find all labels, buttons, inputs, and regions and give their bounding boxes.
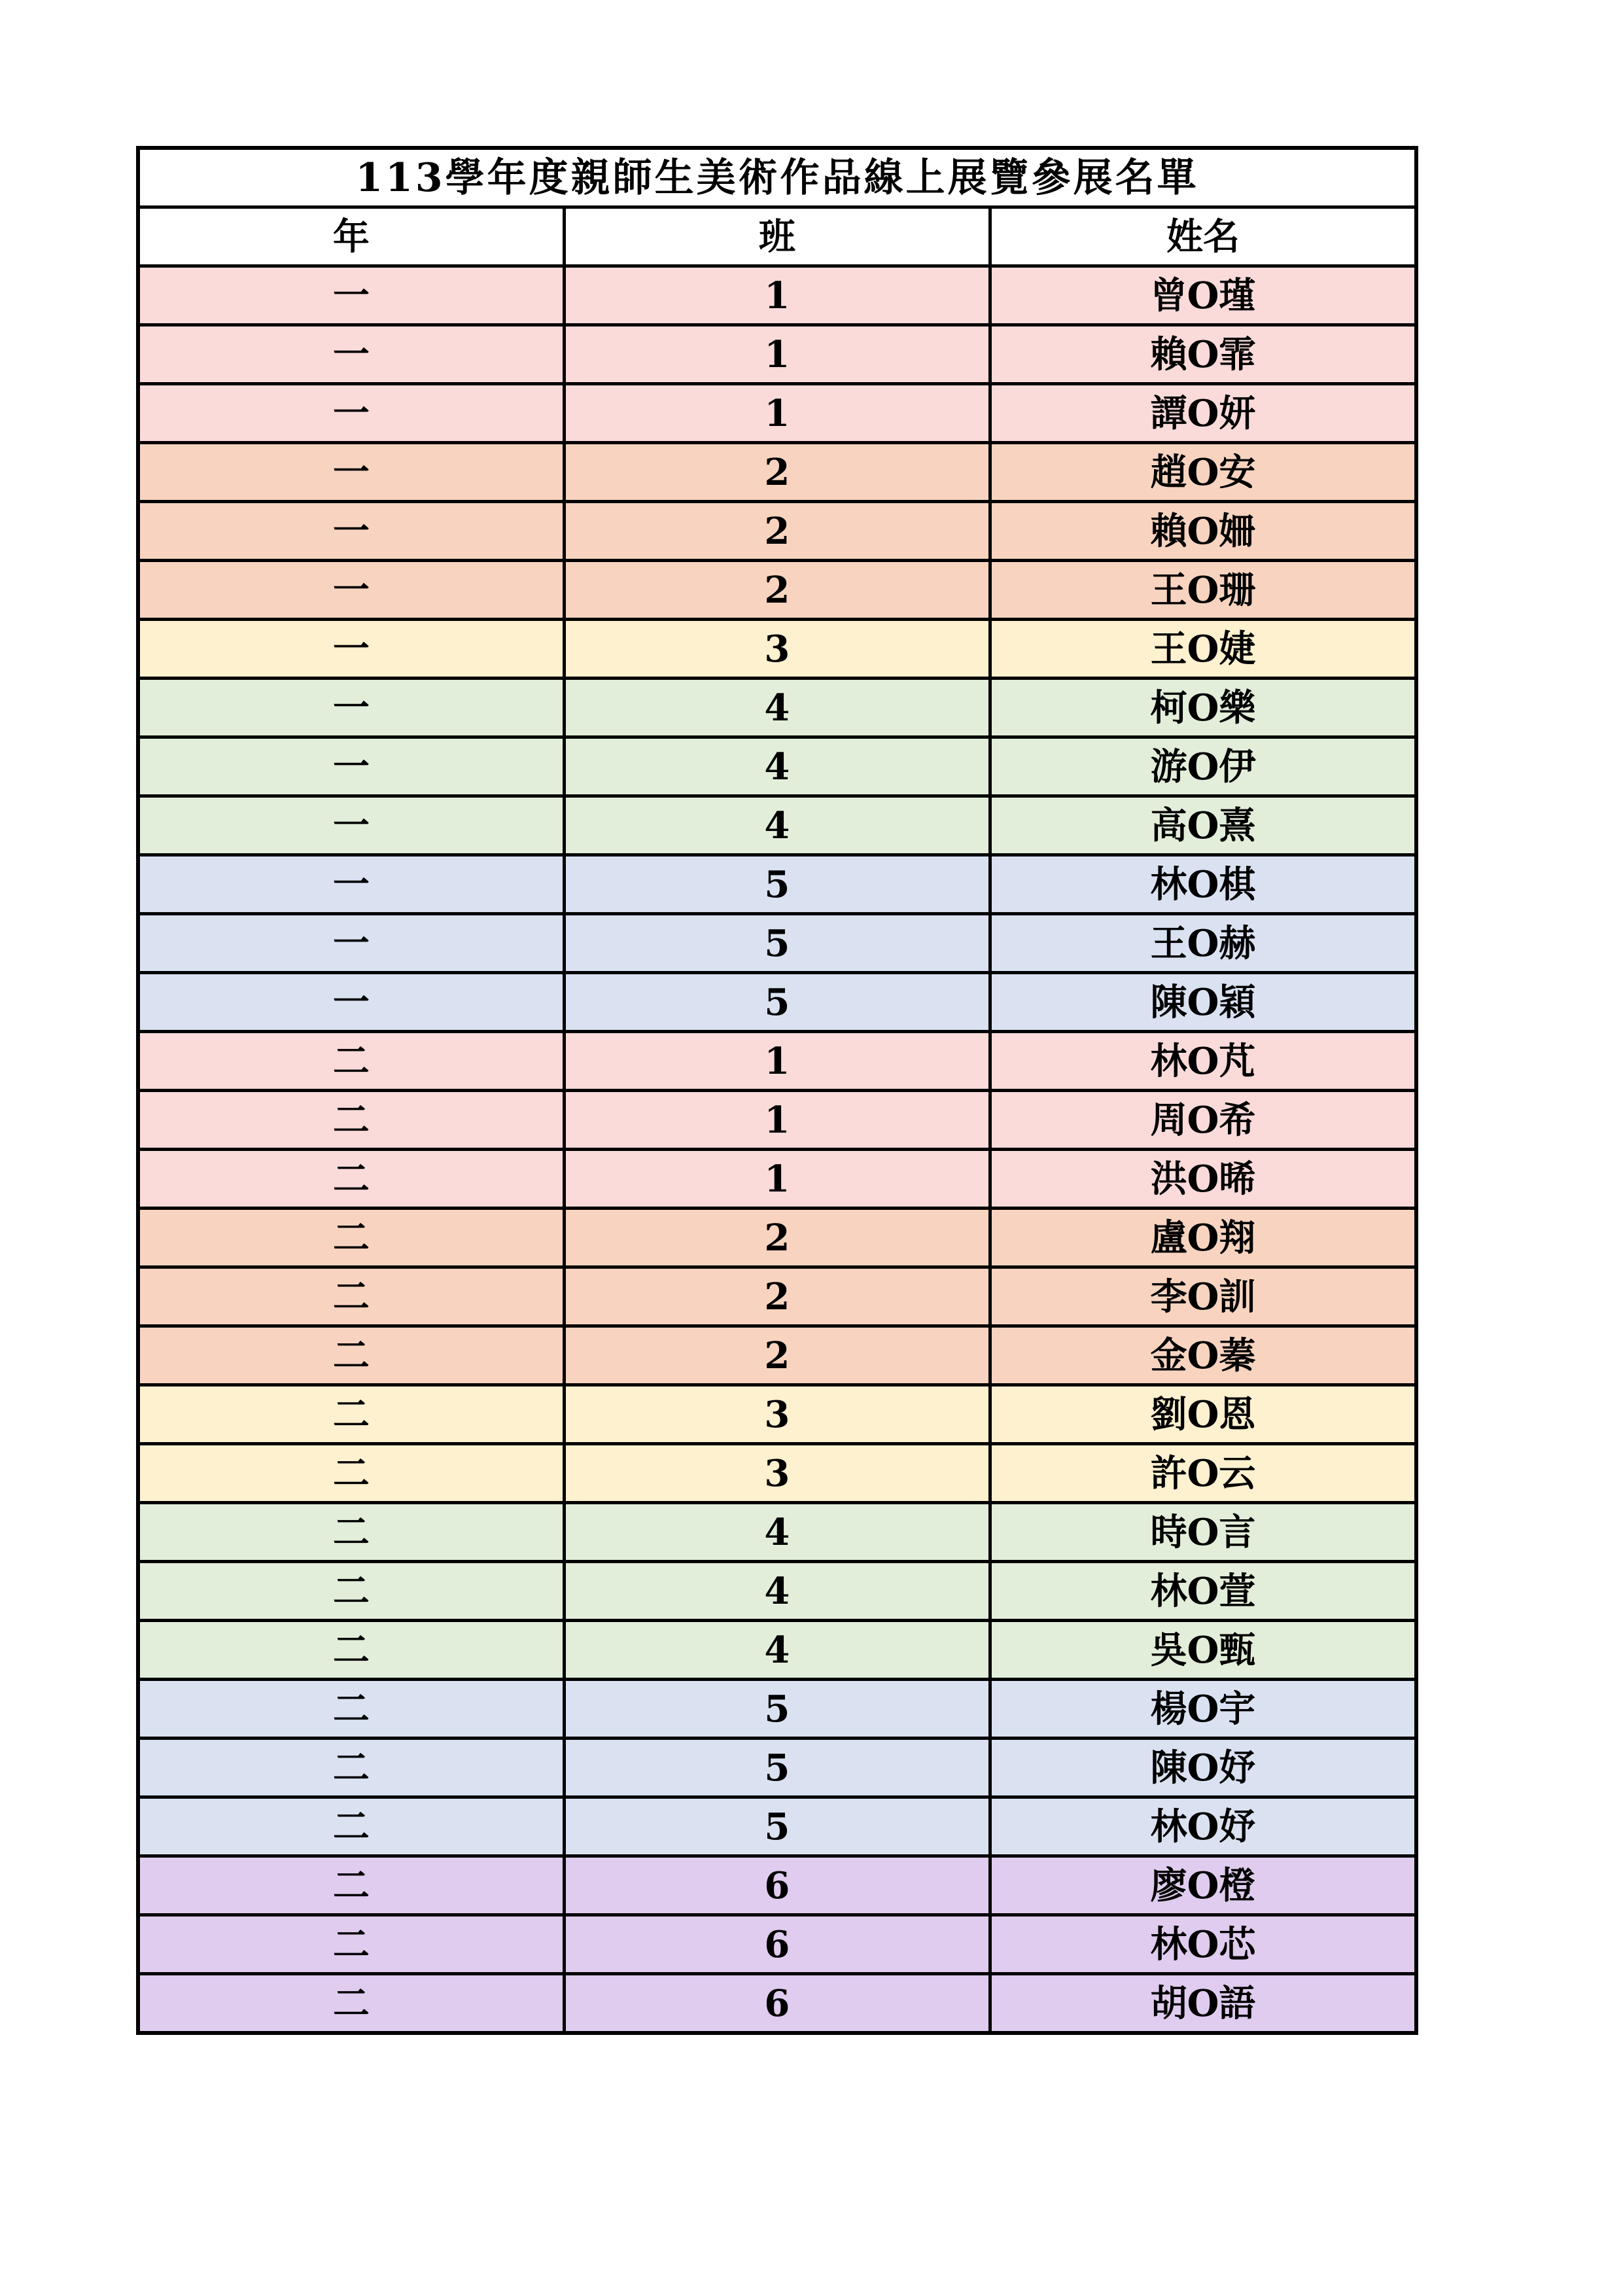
cell-name: 曾O瑾: [990, 266, 1416, 325]
cell-name: 時O言: [990, 1503, 1416, 1562]
cell-class: 2: [564, 1267, 990, 1326]
cell-class: 1: [564, 1091, 990, 1150]
cell-name: 林O芃: [990, 1032, 1416, 1091]
table-row: [138, 1444, 1416, 1503]
table-row: [138, 620, 1416, 679]
table-row: [138, 1209, 1416, 1267]
cell-grade: 一: [138, 973, 564, 1032]
table-row: [138, 855, 1416, 914]
cell-name: 林O芯: [990, 1915, 1416, 1974]
table-row: [138, 1680, 1416, 1739]
cell-class: 3: [564, 1444, 990, 1503]
cell-class: 5: [564, 1739, 990, 1797]
cell-grade: 二: [138, 1680, 564, 1739]
cell-grade: 二: [138, 1797, 564, 1856]
cell-name: 盧O翔: [990, 1209, 1416, 1267]
cell-class: 2: [564, 1209, 990, 1267]
table-row: [138, 1503, 1416, 1562]
cell-class: 4: [564, 737, 990, 796]
table-row: [138, 796, 1416, 855]
cell-grade: 二: [138, 1091, 564, 1150]
header-row: [138, 207, 1416, 266]
cell-class: 5: [564, 973, 990, 1032]
table-row: [138, 443, 1416, 502]
header-class: 班: [564, 207, 990, 266]
table-row: [138, 561, 1416, 620]
cell-class: 5: [564, 1797, 990, 1856]
table-row: [138, 1385, 1416, 1444]
cell-name: 王O婕: [990, 620, 1416, 679]
cell-name: 柯O樂: [990, 679, 1416, 737]
table-row: [138, 325, 1416, 384]
cell-class: 5: [564, 855, 990, 914]
cell-class: 4: [564, 796, 990, 855]
cell-name: 李O訓: [990, 1267, 1416, 1326]
table-row: [138, 266, 1416, 325]
cell-name: 楊O宇: [990, 1680, 1416, 1739]
table-row: [138, 1032, 1416, 1091]
cell-class: 6: [564, 1915, 990, 1974]
header-name: 姓名: [990, 207, 1416, 266]
cell-grade: 一: [138, 855, 564, 914]
cell-grade: 二: [138, 1915, 564, 1974]
table-row: [138, 1267, 1416, 1326]
table-row: [138, 1856, 1416, 1915]
cell-class: 2: [564, 443, 990, 502]
table-row: [138, 1739, 1416, 1797]
cell-grade: 二: [138, 1150, 564, 1209]
title-row: [138, 148, 1416, 207]
cell-name: 王O珊: [990, 561, 1416, 620]
cell-grade: 一: [138, 620, 564, 679]
cell-name: 高O熹: [990, 796, 1416, 855]
cell-name: 廖O橙: [990, 1856, 1416, 1915]
cell-grade: 一: [138, 914, 564, 973]
cell-name: 林O萱: [990, 1562, 1416, 1621]
cell-name: 譚O妍: [990, 384, 1416, 443]
table-row: [138, 1326, 1416, 1385]
cell-name: 王O赫: [990, 914, 1416, 973]
cell-grade: 二: [138, 1444, 564, 1503]
cell-grade: 一: [138, 266, 564, 325]
cell-class: 1: [564, 266, 990, 325]
cell-class: 2: [564, 561, 990, 620]
cell-name: 林O妤: [990, 1797, 1416, 1856]
cell-class: 1: [564, 384, 990, 443]
cell-class: 4: [564, 1621, 990, 1680]
cell-grade: 二: [138, 1856, 564, 1915]
table-row: [138, 1150, 1416, 1209]
cell-name: 林O棋: [990, 855, 1416, 914]
cell-grade: 二: [138, 1739, 564, 1797]
cell-class: 2: [564, 1326, 990, 1385]
cell-grade: 一: [138, 737, 564, 796]
cell-grade: 一: [138, 325, 564, 384]
cell-grade: 二: [138, 1974, 564, 2034]
table-row: [138, 1797, 1416, 1856]
cell-class: 5: [564, 1680, 990, 1739]
table-title: 113學年度親師生美術作品線上展覽參展名單: [138, 148, 1416, 207]
cell-grade: 一: [138, 679, 564, 737]
cell-class: 6: [564, 1856, 990, 1915]
cell-name: 金O蓁: [990, 1326, 1416, 1385]
cell-class: 2: [564, 502, 990, 561]
cell-class: 1: [564, 1150, 990, 1209]
cell-class: 4: [564, 1503, 990, 1562]
table-row: [138, 973, 1416, 1032]
cell-name: 洪O晞: [990, 1150, 1416, 1209]
cell-name: 許O云: [990, 1444, 1416, 1503]
cell-grade: 二: [138, 1562, 564, 1621]
table-row: [138, 1091, 1416, 1150]
cell-name: 賴O姍: [990, 502, 1416, 561]
table-row: [138, 1915, 1416, 1974]
cell-grade: 二: [138, 1209, 564, 1267]
cell-grade: 二: [138, 1032, 564, 1091]
table-row: [138, 1974, 1416, 2034]
cell-class: 6: [564, 1974, 990, 2034]
cell-grade: 一: [138, 502, 564, 561]
cell-name: 陳O穎: [990, 973, 1416, 1032]
cell-class: 1: [564, 325, 990, 384]
cell-grade: 二: [138, 1503, 564, 1562]
table-row: [138, 1562, 1416, 1621]
cell-grade: 二: [138, 1326, 564, 1385]
table-row: [138, 1621, 1416, 1680]
cell-grade: 一: [138, 561, 564, 620]
cell-name: 周O希: [990, 1091, 1416, 1150]
cell-class: 3: [564, 1385, 990, 1444]
cell-name: 賴O霏: [990, 325, 1416, 384]
cell-class: 3: [564, 620, 990, 679]
table-row: [138, 737, 1416, 796]
cell-grade: 二: [138, 1385, 564, 1444]
cell-grade: 二: [138, 1621, 564, 1680]
cell-grade: 二: [138, 1267, 564, 1326]
cell-class: 4: [564, 1562, 990, 1621]
cell-class: 4: [564, 679, 990, 737]
table-row: [138, 502, 1416, 561]
cell-class: 5: [564, 914, 990, 973]
table-row: [138, 914, 1416, 973]
cell-name: 趙O安: [990, 443, 1416, 502]
table-row: [138, 679, 1416, 737]
cell-name: 陳O妤: [990, 1739, 1416, 1797]
cell-name: 胡O語: [990, 1974, 1416, 2034]
header-grade: 年: [138, 207, 564, 266]
roster-table: [136, 146, 1418, 2035]
cell-grade: 一: [138, 796, 564, 855]
cell-name: 吳O甄: [990, 1621, 1416, 1680]
cell-grade: 一: [138, 443, 564, 502]
cell-class: 1: [564, 1032, 990, 1091]
cell-name: 游O伊: [990, 737, 1416, 796]
table-row: [138, 384, 1416, 443]
cell-grade: 一: [138, 384, 564, 443]
cell-name: 劉O恩: [990, 1385, 1416, 1444]
roster-body: [138, 266, 1416, 2034]
